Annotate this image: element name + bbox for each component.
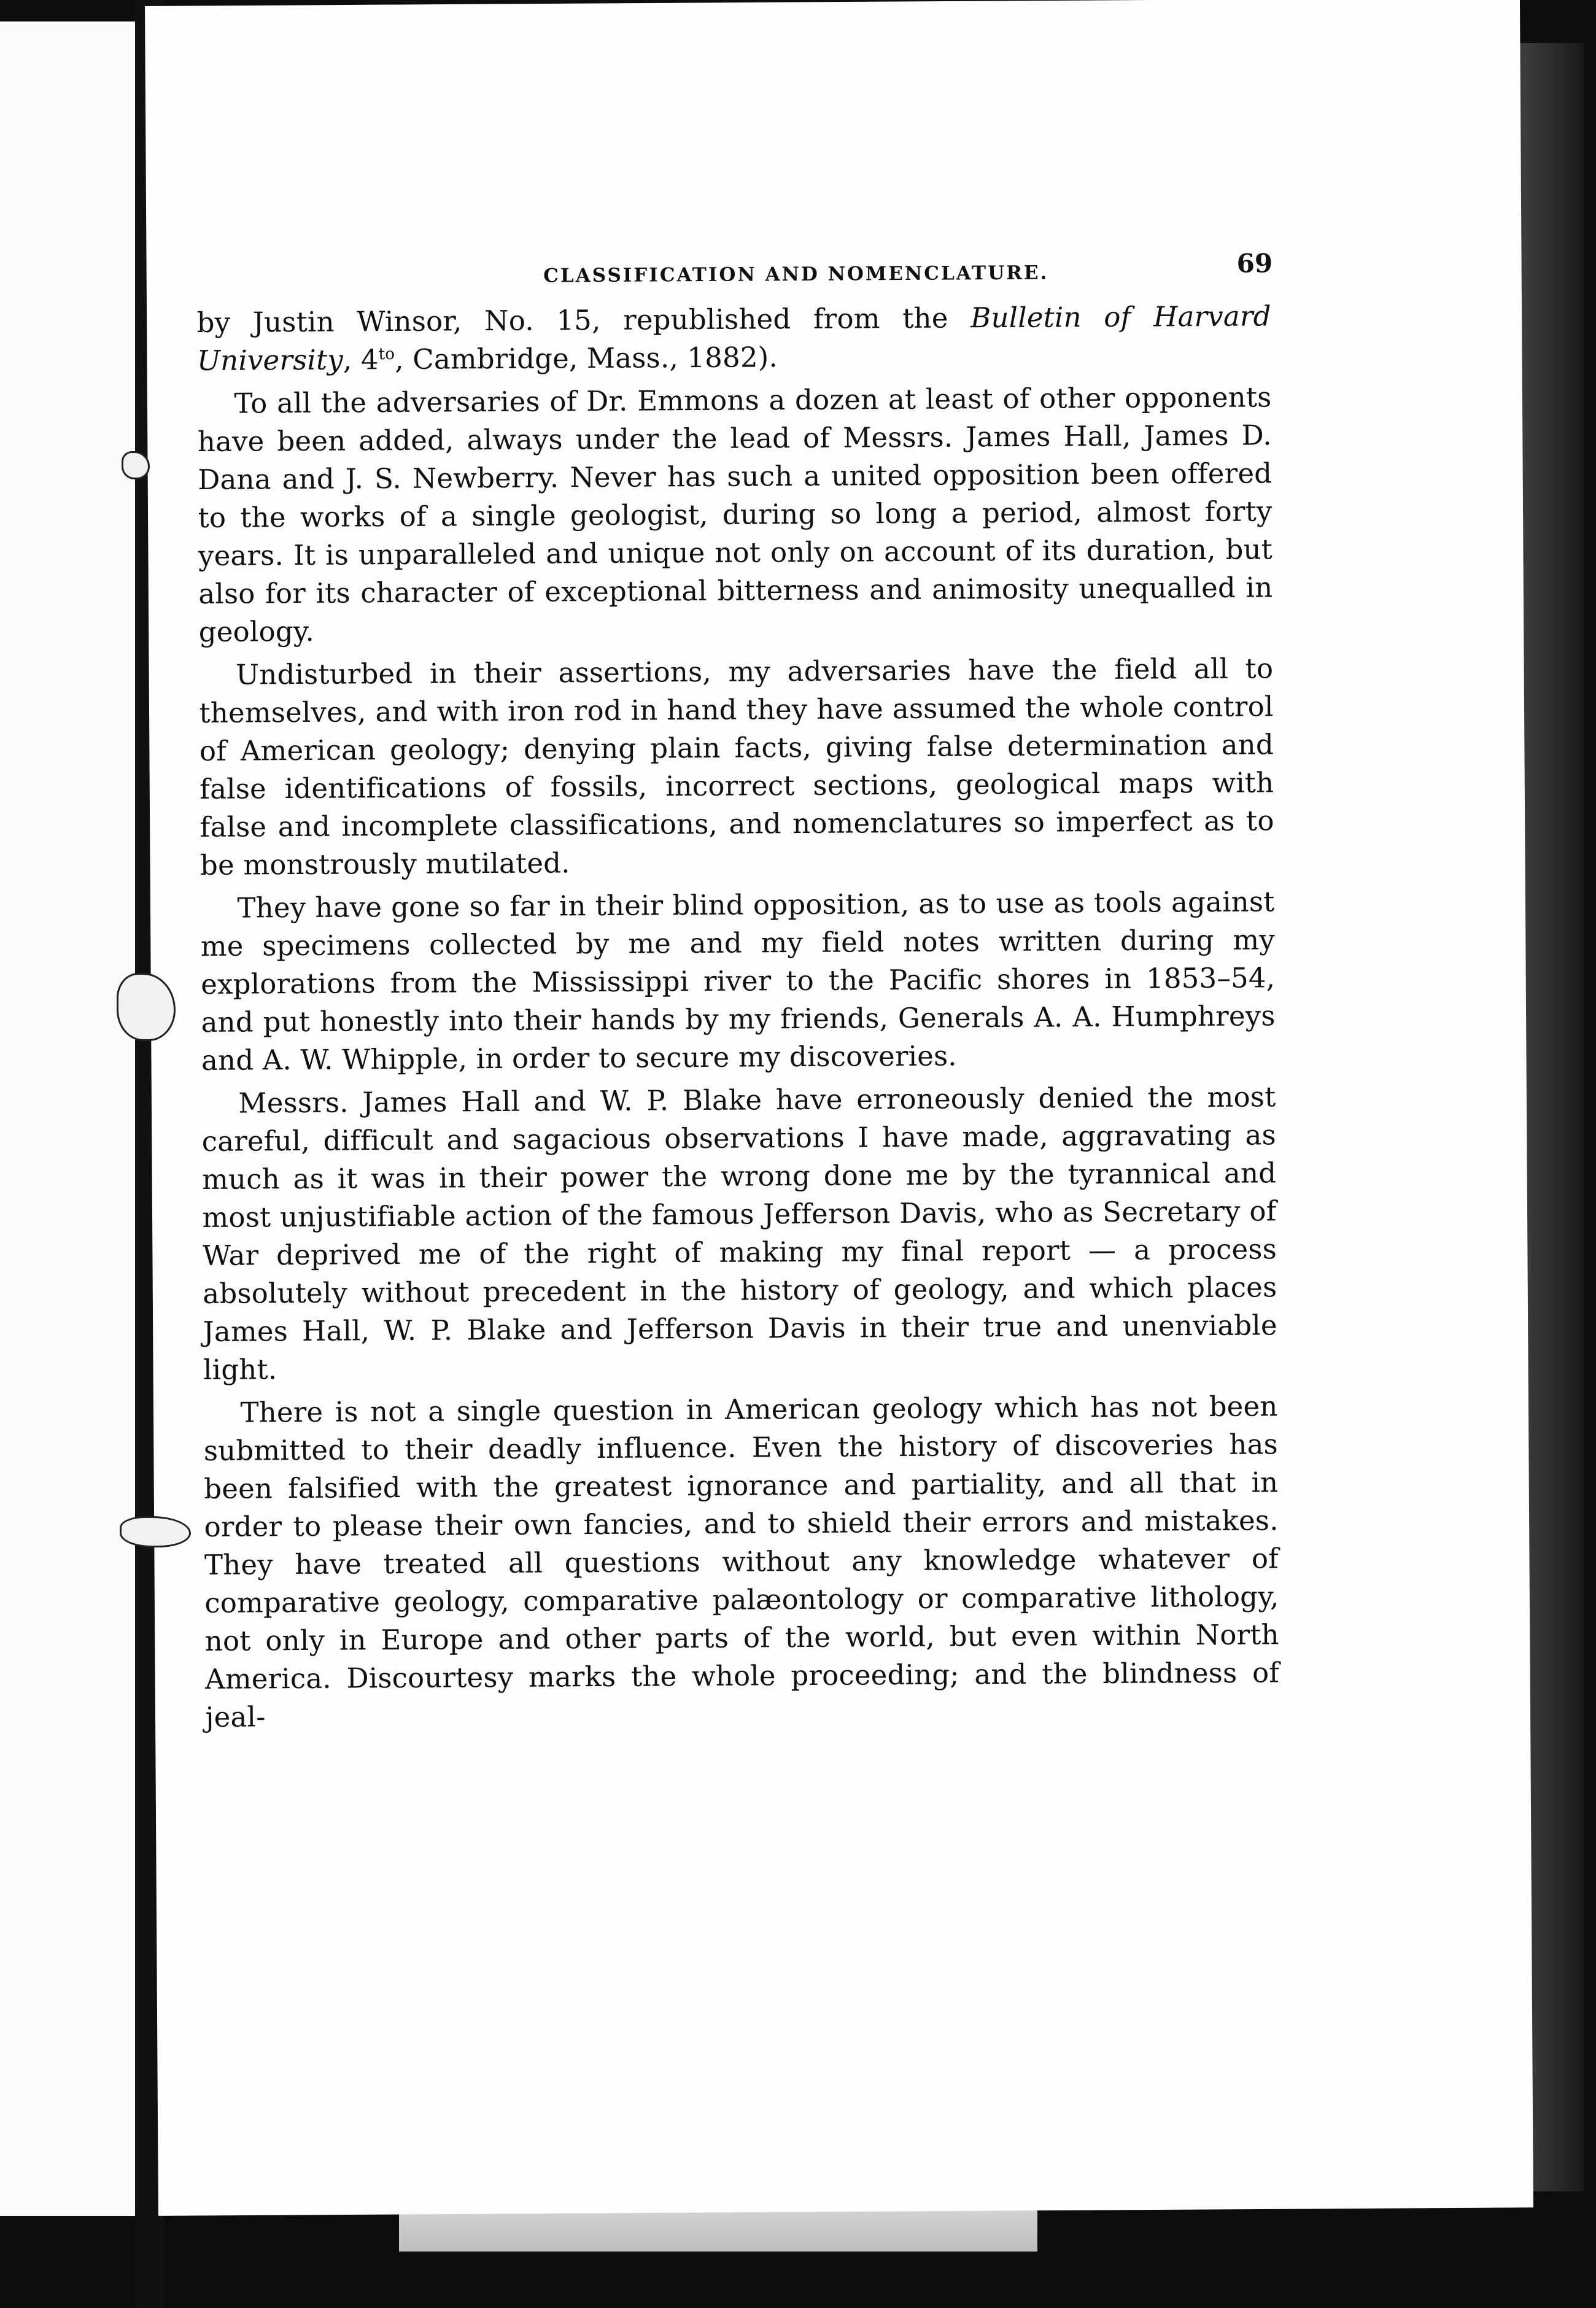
superscript: to: [378, 345, 395, 364]
text-span: , 4: [343, 343, 379, 376]
page-number: 69: [1236, 248, 1273, 279]
text-span: , Cambridge, Mass., 1882).: [395, 341, 778, 376]
paragraph-3: Undisturbed in their assertions, my adversaries have the field all to themselves, and with iron rod in hand they have assumed the whole control of American geology; denying plain facts, giving false determination and false identifications of fossils, incorrect sections, geological maps with false and incomplete classifications, and nomenclatures so imperfect as to be monstrously mutilated.: [199, 652, 1274, 881]
paragraph-6: There is not a single question in American geology which has not been submitted to their deadly influence. Even the history of discoveries has been falsified with the greatest ignorance and partiality, and all that in order to please their own fancies, and to shield their errors and mistakes. They have treated all questions without any knowledge whatever of comparative geology, comparative palæontology or comparative lithology, not only in Europe and other parts of the world, but even within North America. Discourtesy marks the whole proceeding; and the blindness of jeal-: [203, 1390, 1280, 1733]
paragraph-4: They have gone so far in their blind opposition, as to use as tools against me specimens collected by me and my field notes written during my explorations from the Mississippi river to the Pacific shores in 1853–54, and put honestly into their hands by my friends, Generals A. A. Humphreys and A. W. Whipple, in order to secure my discoveries.: [200, 885, 1276, 1077]
page-text: [196, 248, 1280, 1741]
paragraph-1: [196, 297, 1271, 380]
running-head: [543, 248, 1273, 301]
running-title: CLASSIFICATION AND NOMENCLATURE.: [543, 261, 1049, 287]
paragraph-2: To all the adversaries of Dr. Emmons a dozen at least of other opponents have been added, always under the lead of Messrs. James Hall, James D. Dana and J. S. Newberry. Never has such a united opposition been offered to the works of a single geologist, during so long a period, almost forty years. It is unparalleled and unique not only on account of its duration, but also for its character of exceptional bitterness and animosity unequalled in geology.: [197, 381, 1273, 648]
italic-title: Bulletin of Harvard University: [196, 300, 1271, 377]
binding-thread-mark: [122, 451, 150, 479]
paragraph-5: Messrs. James Hall and W. P. Blake have erroneously denied the most careful, difficult and sagacious observations I have made, aggravating as much as it was in their power the wrong done me by the tyrannical and most unjustifiable action of the famous Jefferson Davis, who as Secretary of War deprived me of the right of making my final report — a process absolutely without precedent in the history of geology, and which places James Hall, W. P. Blake and Jefferson Davis in their true and unenviable light.: [201, 1080, 1277, 1386]
text-span: by Justin Winsor, No. 15, republished from the: [196, 301, 971, 339]
